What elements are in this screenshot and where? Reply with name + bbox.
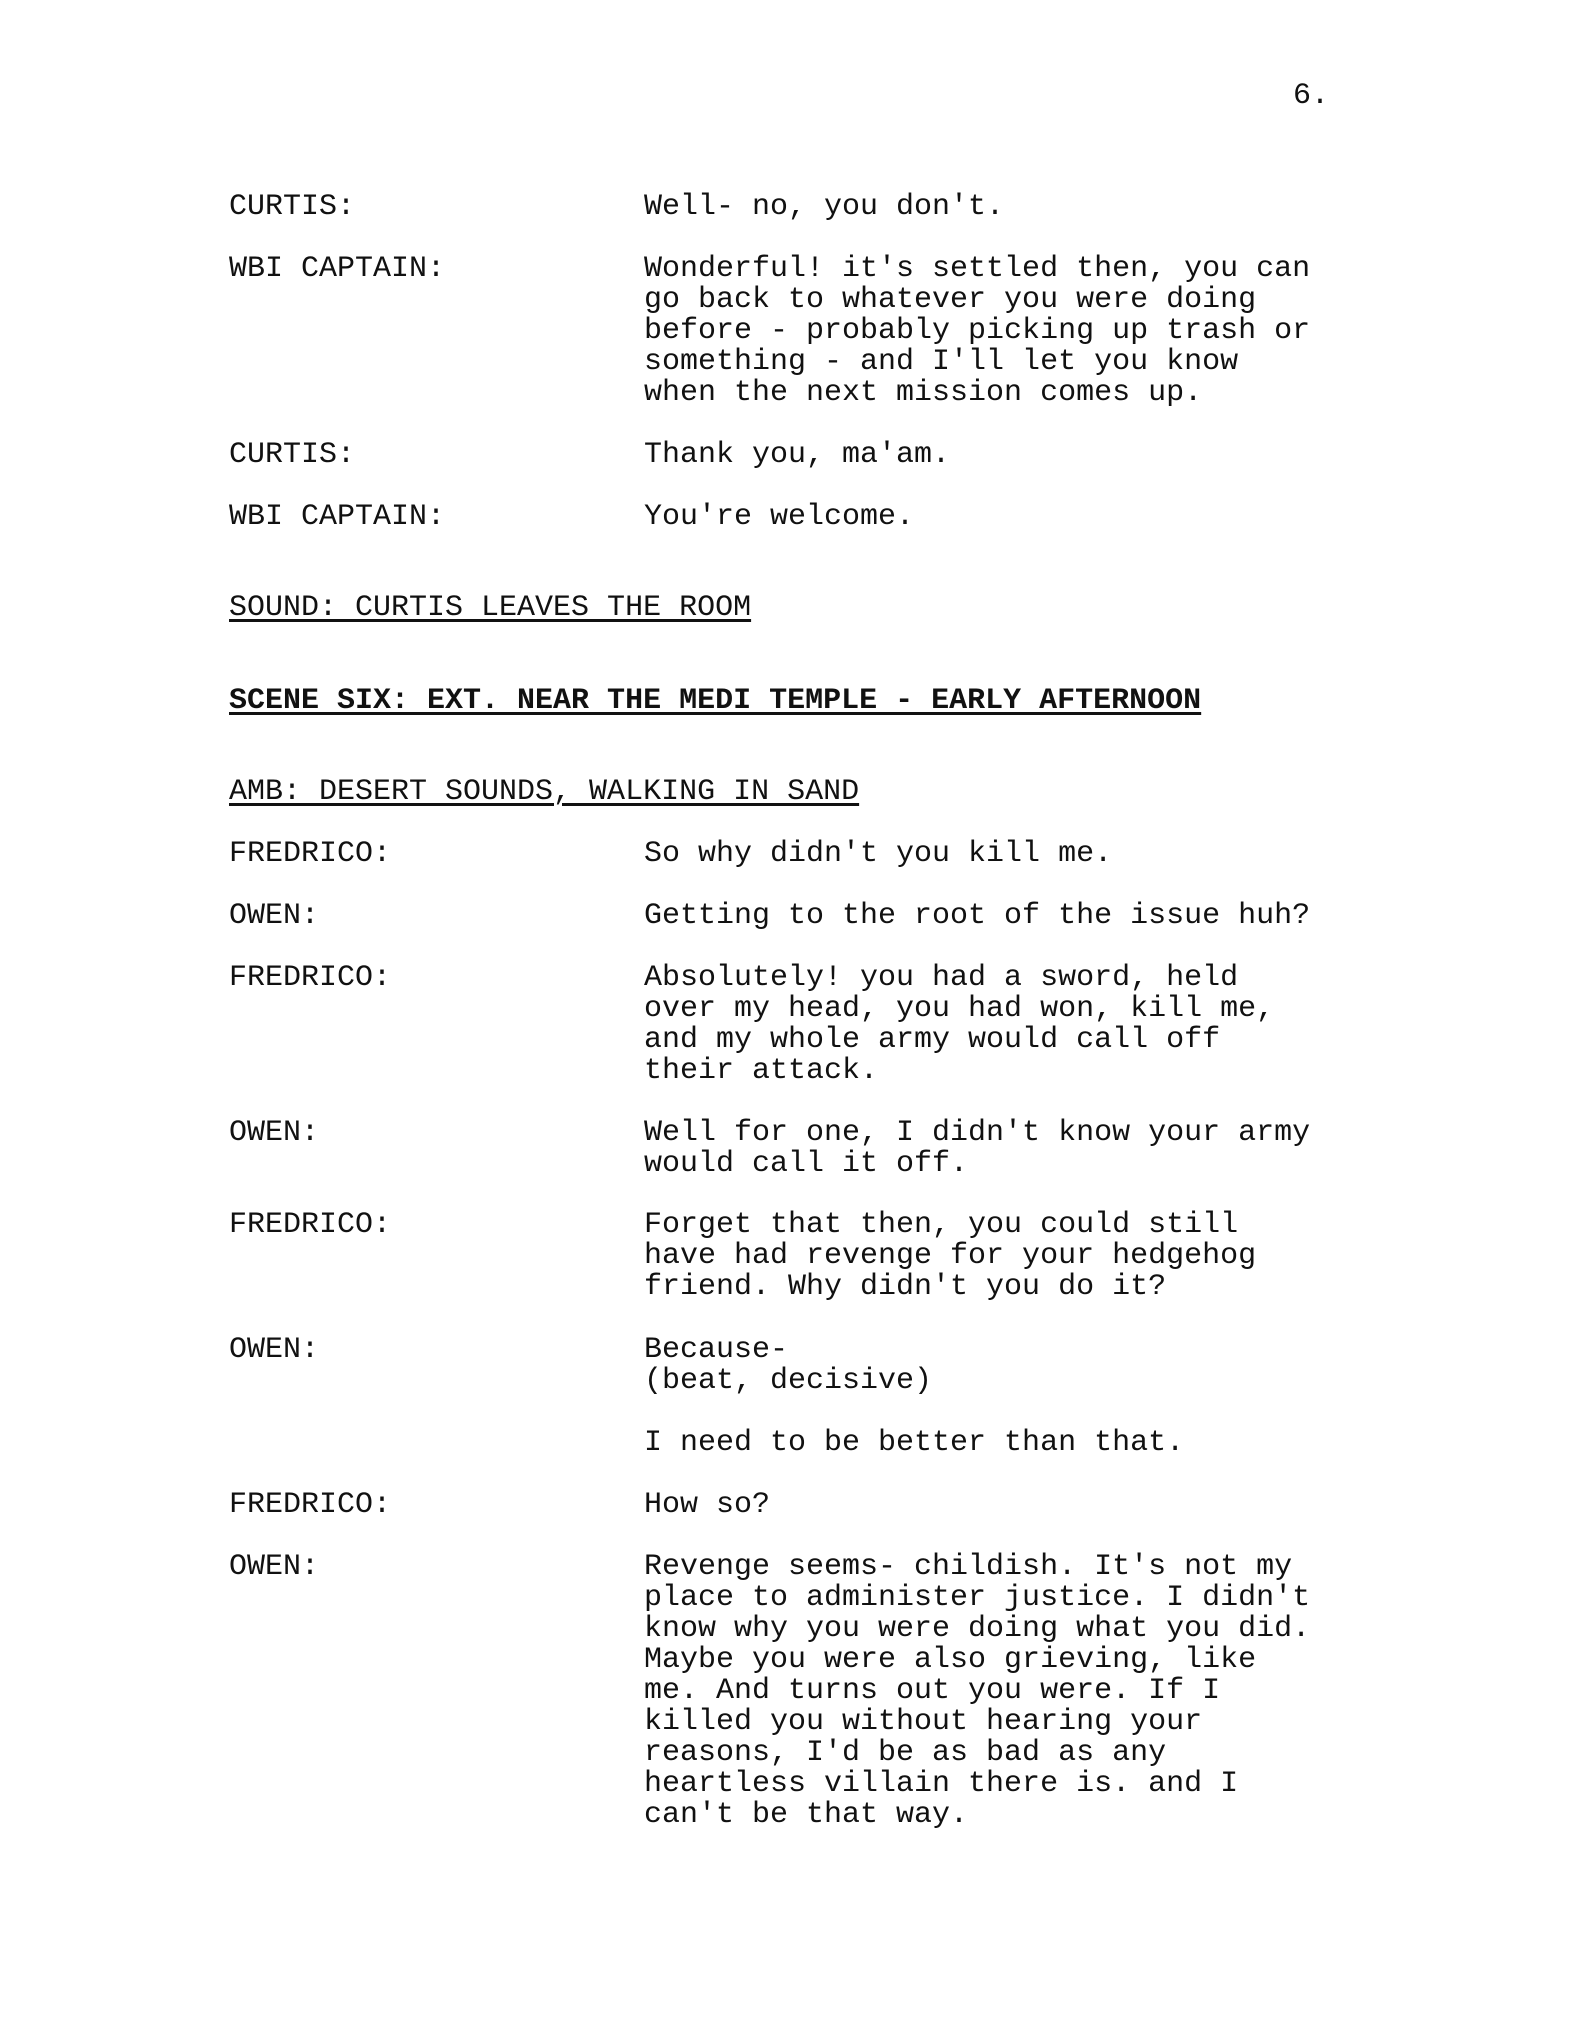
dialogue-line: You're welcome. <box>644 500 915 534</box>
dialogue-line: have had revenge for your hedgehog <box>644 1239 1257 1273</box>
character-name: OWEN: <box>229 899 320 933</box>
character-name: OWEN: <box>229 1116 320 1150</box>
dialogue-line: Wonderful! it's settled then, you can <box>644 252 1311 286</box>
dialogue-line: their attack. <box>644 1054 879 1088</box>
dialogue-line: Well- no, you don't. <box>644 190 1005 224</box>
dialogue-line: go back to whatever you were doing <box>644 283 1257 317</box>
character-name: OWEN: <box>229 1550 320 1584</box>
dialogue-line: Because- <box>644 1333 789 1367</box>
dialogue-line: something - and I'll let you know <box>644 345 1239 379</box>
dialogue-line: Forget that then, you could still <box>644 1208 1239 1242</box>
dialogue-line: I need to be better than that. <box>644 1426 1185 1460</box>
character-name: FREDRICO: <box>229 1488 392 1522</box>
character-name: OWEN: <box>229 1333 320 1367</box>
character-name: CURTIS: <box>229 438 356 472</box>
dialogue-line: before - probably picking up trash or <box>644 314 1311 348</box>
dialogue-line: can't be that way. <box>644 1798 969 1832</box>
dialogue-line: friend. Why didn't you do it? <box>644 1270 1167 1304</box>
dialogue-line: (beat, decisive) <box>644 1364 933 1398</box>
character-name: CURTIS: <box>229 190 356 224</box>
dialogue-line: place to administer justice. I didn't <box>644 1581 1311 1615</box>
ambience-cue: AMB: DESERT SOUNDS, WALKING IN SAND <box>229 775 860 809</box>
dialogue-line: would call it off. <box>644 1147 969 1181</box>
dialogue-line: when the next mission comes up. <box>644 376 1203 410</box>
character-name: FREDRICO: <box>229 961 392 995</box>
dialogue-line: over my head, you had won, kill me, <box>644 992 1275 1026</box>
page-number: 6. <box>1293 79 1330 113</box>
dialogue-line: Absolutely! you had a sword, held <box>644 961 1239 995</box>
dialogue-line: Getting to the root of the issue huh? <box>644 899 1311 933</box>
dialogue-line: How so? <box>644 1488 771 1522</box>
dialogue-line: me. And turns out you were. If I <box>644 1674 1221 1708</box>
dialogue-line: Thank you, ma'am. <box>644 438 951 472</box>
dialogue-line: killed you without hearing your <box>644 1705 1203 1739</box>
scene-heading: SCENE SIX: EXT. NEAR THE MEDI TEMPLE - EARLY AFTERNOON <box>229 684 1202 718</box>
dialogue-line: Maybe you were also grieving, like <box>644 1643 1257 1677</box>
dialogue-line: reasons, I'd be as bad as any <box>644 1736 1167 1770</box>
character-name: WBI CAPTAIN: <box>229 500 446 534</box>
character-name: FREDRICO: <box>229 1208 392 1242</box>
character-name: FREDRICO: <box>229 837 392 871</box>
dialogue-line: and my whole army would call off <box>644 1023 1221 1057</box>
sound-cue: SOUND: CURTIS LEAVES THE ROOM <box>229 591 752 625</box>
dialogue-line: know why you were doing what you did. <box>644 1612 1311 1646</box>
dialogue-line: heartless villain there is. and I <box>644 1767 1239 1801</box>
character-name: WBI CAPTAIN: <box>229 252 446 286</box>
dialogue-line: So why didn't you kill me. <box>644 837 1113 871</box>
dialogue-line: Revenge seems- childish. It's not my <box>644 1550 1293 1584</box>
dialogue-line: Well for one, I didn't know your army <box>644 1116 1311 1150</box>
